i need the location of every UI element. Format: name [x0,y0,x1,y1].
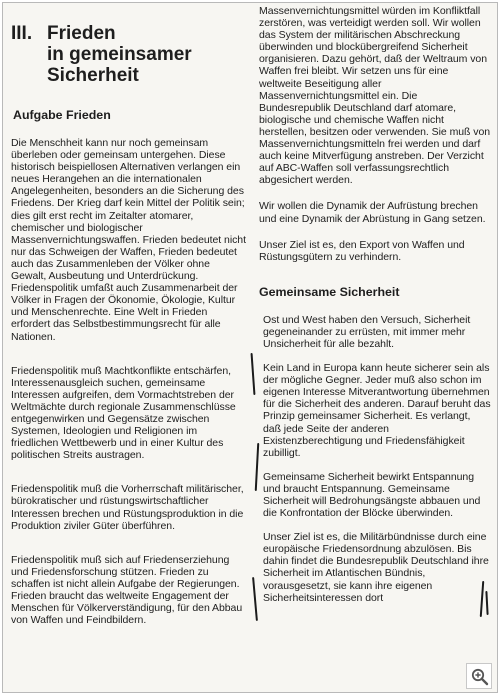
scanned-page [2,2,498,693]
section-title-line-1: Frieden [47,23,116,44]
left-paragraph-3: Friedenspolitik muß die Vorherrschaft militärischer, bürokratischer und rüstungswirtschaftlicher Interessen brechen und Rüstungsproduktion in die Produktion ziviler Güter überführen. [11,483,244,532]
margin-mark-1 [251,353,256,395]
left-paragraph-1: Die Menschheit kann nur noch gemeinsam überleben oder gemeinsam untergehen. Diese historisch beispiellosen Alternativen verlangen ein neues Herangehen an die internationalen Angelegenheiten, besonders an die Sicherung des Friedens. Der Krieg darf kein Mittel der Politik sein; dies gilt erst recht im Zeitalter atomarer, chemischer und biologischer Massenvernichtungswaffen. Frieden bedeutet nicht nur das Schweigen der Waffen, Frieden bedeutet auch das Zusammenleben der Völker ohne Gewalt, Ausbeutung und Unterdrückung. Friedenspolitik umfaßt auch Zusammenarbeit der Völker in Fragen der Ökonomie, Ökologie, Kultur und Menschenrechte. Eine Welt in Frieden erfordert das Selbstbestimmungsrecht für alle Nationen. [11,137,246,343]
right-column [259,3,491,604]
zoom-in-button[interactable] [466,663,492,689]
heading-gemeinsame-sicherheit: Gemeinsame Sicherheit [259,284,400,299]
left-column [11,3,246,626]
right-paragraph-2: Wir wollen die Dynamik der Aufrüstung brechen und eine Dynamik der Abrüstung in Gang setzen. [259,200,486,225]
right-paragraph-3: Unser Ziel ist es, den Export von Waffen und Rüstungsgütern zu verhindern. [259,238,465,263]
section-title-line-3: Sicherheit [47,65,139,86]
zoom-in-icon [470,667,490,687]
left-paragraph-2: Friedenspolitik muß Machtkonflikte entschärfen, Interessenausgleich suchen, gemeinsame Interessen aufgreifen, dem Vormachtstreben der Weltmächte durch regionale Zusammenschlüsse entgegenwirken und Gegensätze zwischen Systemen, Ideologien und Religionen im friedlichen Wettbewerb und in einer Kultur des politischen Streits austragen. [11,364,236,462]
heading-aufgabe-frieden: Aufgabe Frieden [13,108,111,122]
right-paragraph-5: Kein Land in Europa kann heute sicherer sein als der mögliche Gegner. Jeder muß also schon im eigenen Interesse Mitverantwortung übernehmen für die Sicherheit des anderen. Darauf beruht das Prinzip gemeinsamer Sicherheit. Es verlangt, daß jede Seite der anderen Existenzberechtigung und Friedensfähigkeit zubilligt. [263,362,491,459]
section-title [11,23,246,86]
left-paragraph-4: Friedenspolitik muß sich auf Friedenserziehung und Friedensforschung stützen. Frieden zu schaffen ist nicht allein Aufgabe der Regierungen. Frieden braucht das weltweite Engagement der Menschen für Völkerverständigung, für den Abbau von Waffen und Feindbildern. [11,553,243,627]
right-paragraph-7: Unser Ziel ist es, die Militärbündnisse durch eine europäische Friedensordnung abzulösen. Bis dahin findet die Bundesrepublik Deutschland ihre Sicherheit im Atlantischen Bündnis, vorausgesetzt, sie kann ihre eigenen Sicherheitsinteressen dort [263,531,489,604]
right-paragraph-6: Gemeinsame Sicherheit bewirkt Entspannung und braucht Entspannung. Gemeinsame Sicherheit will Bedrohungsängste abbauen und die Konfrontation der Blöcke überwinden. [263,470,481,520]
section-number: III. [11,23,33,44]
section-title-line-2: in gemeinsamer [47,44,192,65]
right-paragraph-4: Ost und West haben den Versuch, Sicherheit gegeneinander zu errüsten, mit immer mehr Unsicherheit für alle bezahlt. [263,313,471,350]
margin-mark-3 [252,577,258,621]
right-paragraph-1: Massenvernichtungsmittel würden im Konfliktfall zerstören, was verteidigt werden soll. Wir wollen das System der militärischen Abschreckung überwinden und blockübergreifend Sicherheit organisieren. Dazu gehört, daß der Weltraum von Waffen frei bleibt. Wir setzen uns für eine weltweite Beseitigung aller Massenvernichtungsmittel ein. Die Bundesrepublik Deutschland darf atomare, biologische und chemische Waffen nicht herstellen, besitzen oder verwenden. Sie muß von Massenvernichtungsmitteln frei werden und darf auch keine Mitverfügung anstreben. Der Verzicht auf ABC-Waffen soll verfassungsrechtlich abgesichert werden. [259,5,491,187]
